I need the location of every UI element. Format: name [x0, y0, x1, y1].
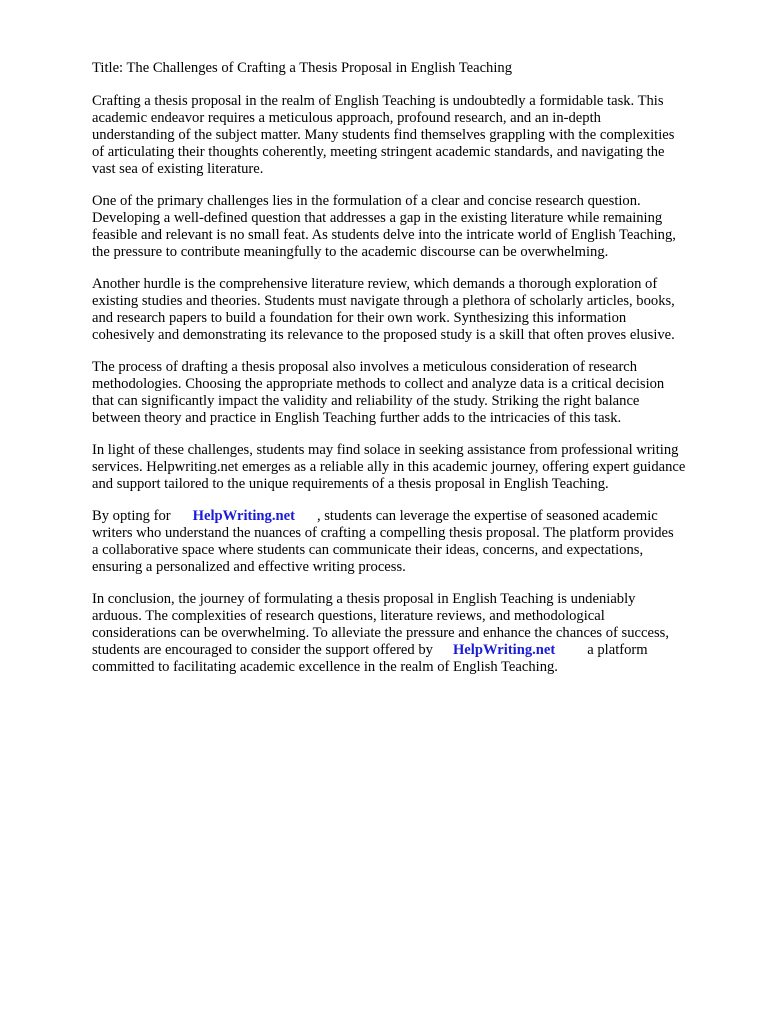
paragraph-conclusion-after: a platform committed to facilitating academic excellence in the realm of English Teaching.	[92, 642, 648, 675]
paragraph-research-question: One of the primary challenges lies in the formulation of a clear and concise research question. Developing a well-defined question that addresses a gap in the existing literature while remaining feasible and relevant is no small feat. As students delve into the intricate world of English Teaching, the pressure to contribute meaningfully to the academic discourse can be overwhelming.	[92, 193, 676, 260]
paragraph-literature-review: Another hurdle is the comprehensive literature review, which demands a thorough exploration of existing studies and theories. Students must navigate through a plethora of scholarly articles, books, and research papers to build a foundation for their own work. Synthesizing this information cohesively and demonstrating its relevance to the proposed study is a skill that often proves elusive.	[92, 276, 675, 343]
paragraph-methodologies: The process of drafting a thesis proposal also involves a meticulous consideration of research methodologies. Choosing the appropriate methods to collect and analyze data is a critical decision that can significantly impact the validity and reliability of the study. Striking the right balance between theory and practice in English Teaching further adds to the intricacies of this task.	[92, 359, 665, 426]
paragraph-conclusion	[92, 591, 732, 676]
helpwriting-link[interactable]: HelpWriting.net	[192, 508, 295, 524]
paragraph-opting	[92, 508, 732, 576]
helpwriting-link-conclusion[interactable]: HelpWriting.net	[452, 642, 556, 658]
paragraph-assistance: In light of these challenges, students may find solace in seeking assistance from professional writing services. Helpwriting.net emerges as a reliable ally in this academic journey, offering expert guidance and support tailored to the unique requirements of a thesis proposal in English Teaching.	[92, 442, 686, 492]
paragraph-conclusion-before: In conclusion, the journey of formulating a thesis proposal in English Teaching is undeniably arduous. The complexities of research questions, literature reviews, and methodological considerations can be overwhelming. To alleviate the pressure and enhance the chances of success, students are encouraged to consider the support offered by	[92, 591, 669, 658]
paragraph-opting-after: , students can leverage the expertise of seasoned academic writers who understand the nuances of crafting a compelling thesis proposal. The platform provides a collaborative space where students can communicate their ideas, concerns, and expectations, ensuring a personalized and effective writing process.	[92, 508, 674, 575]
paragraph-opting-before: By opting for	[92, 508, 171, 524]
document-title: Title: The Challenges of Crafting a Thesis Proposal in English Teaching	[92, 60, 512, 76]
document-page	[92, 60, 732, 691]
paragraph-intro: Crafting a thesis proposal in the realm of English Teaching is undoubtedly a formidable task. This academic endeavor requires a meticulous approach, profound research, and an in-depth understanding of the subject matter. Many students find themselves grappling with the complexities of articulating their thoughts coherently, meeting stringent academic standards, and navigating the vast sea of existing literature.	[92, 93, 675, 177]
